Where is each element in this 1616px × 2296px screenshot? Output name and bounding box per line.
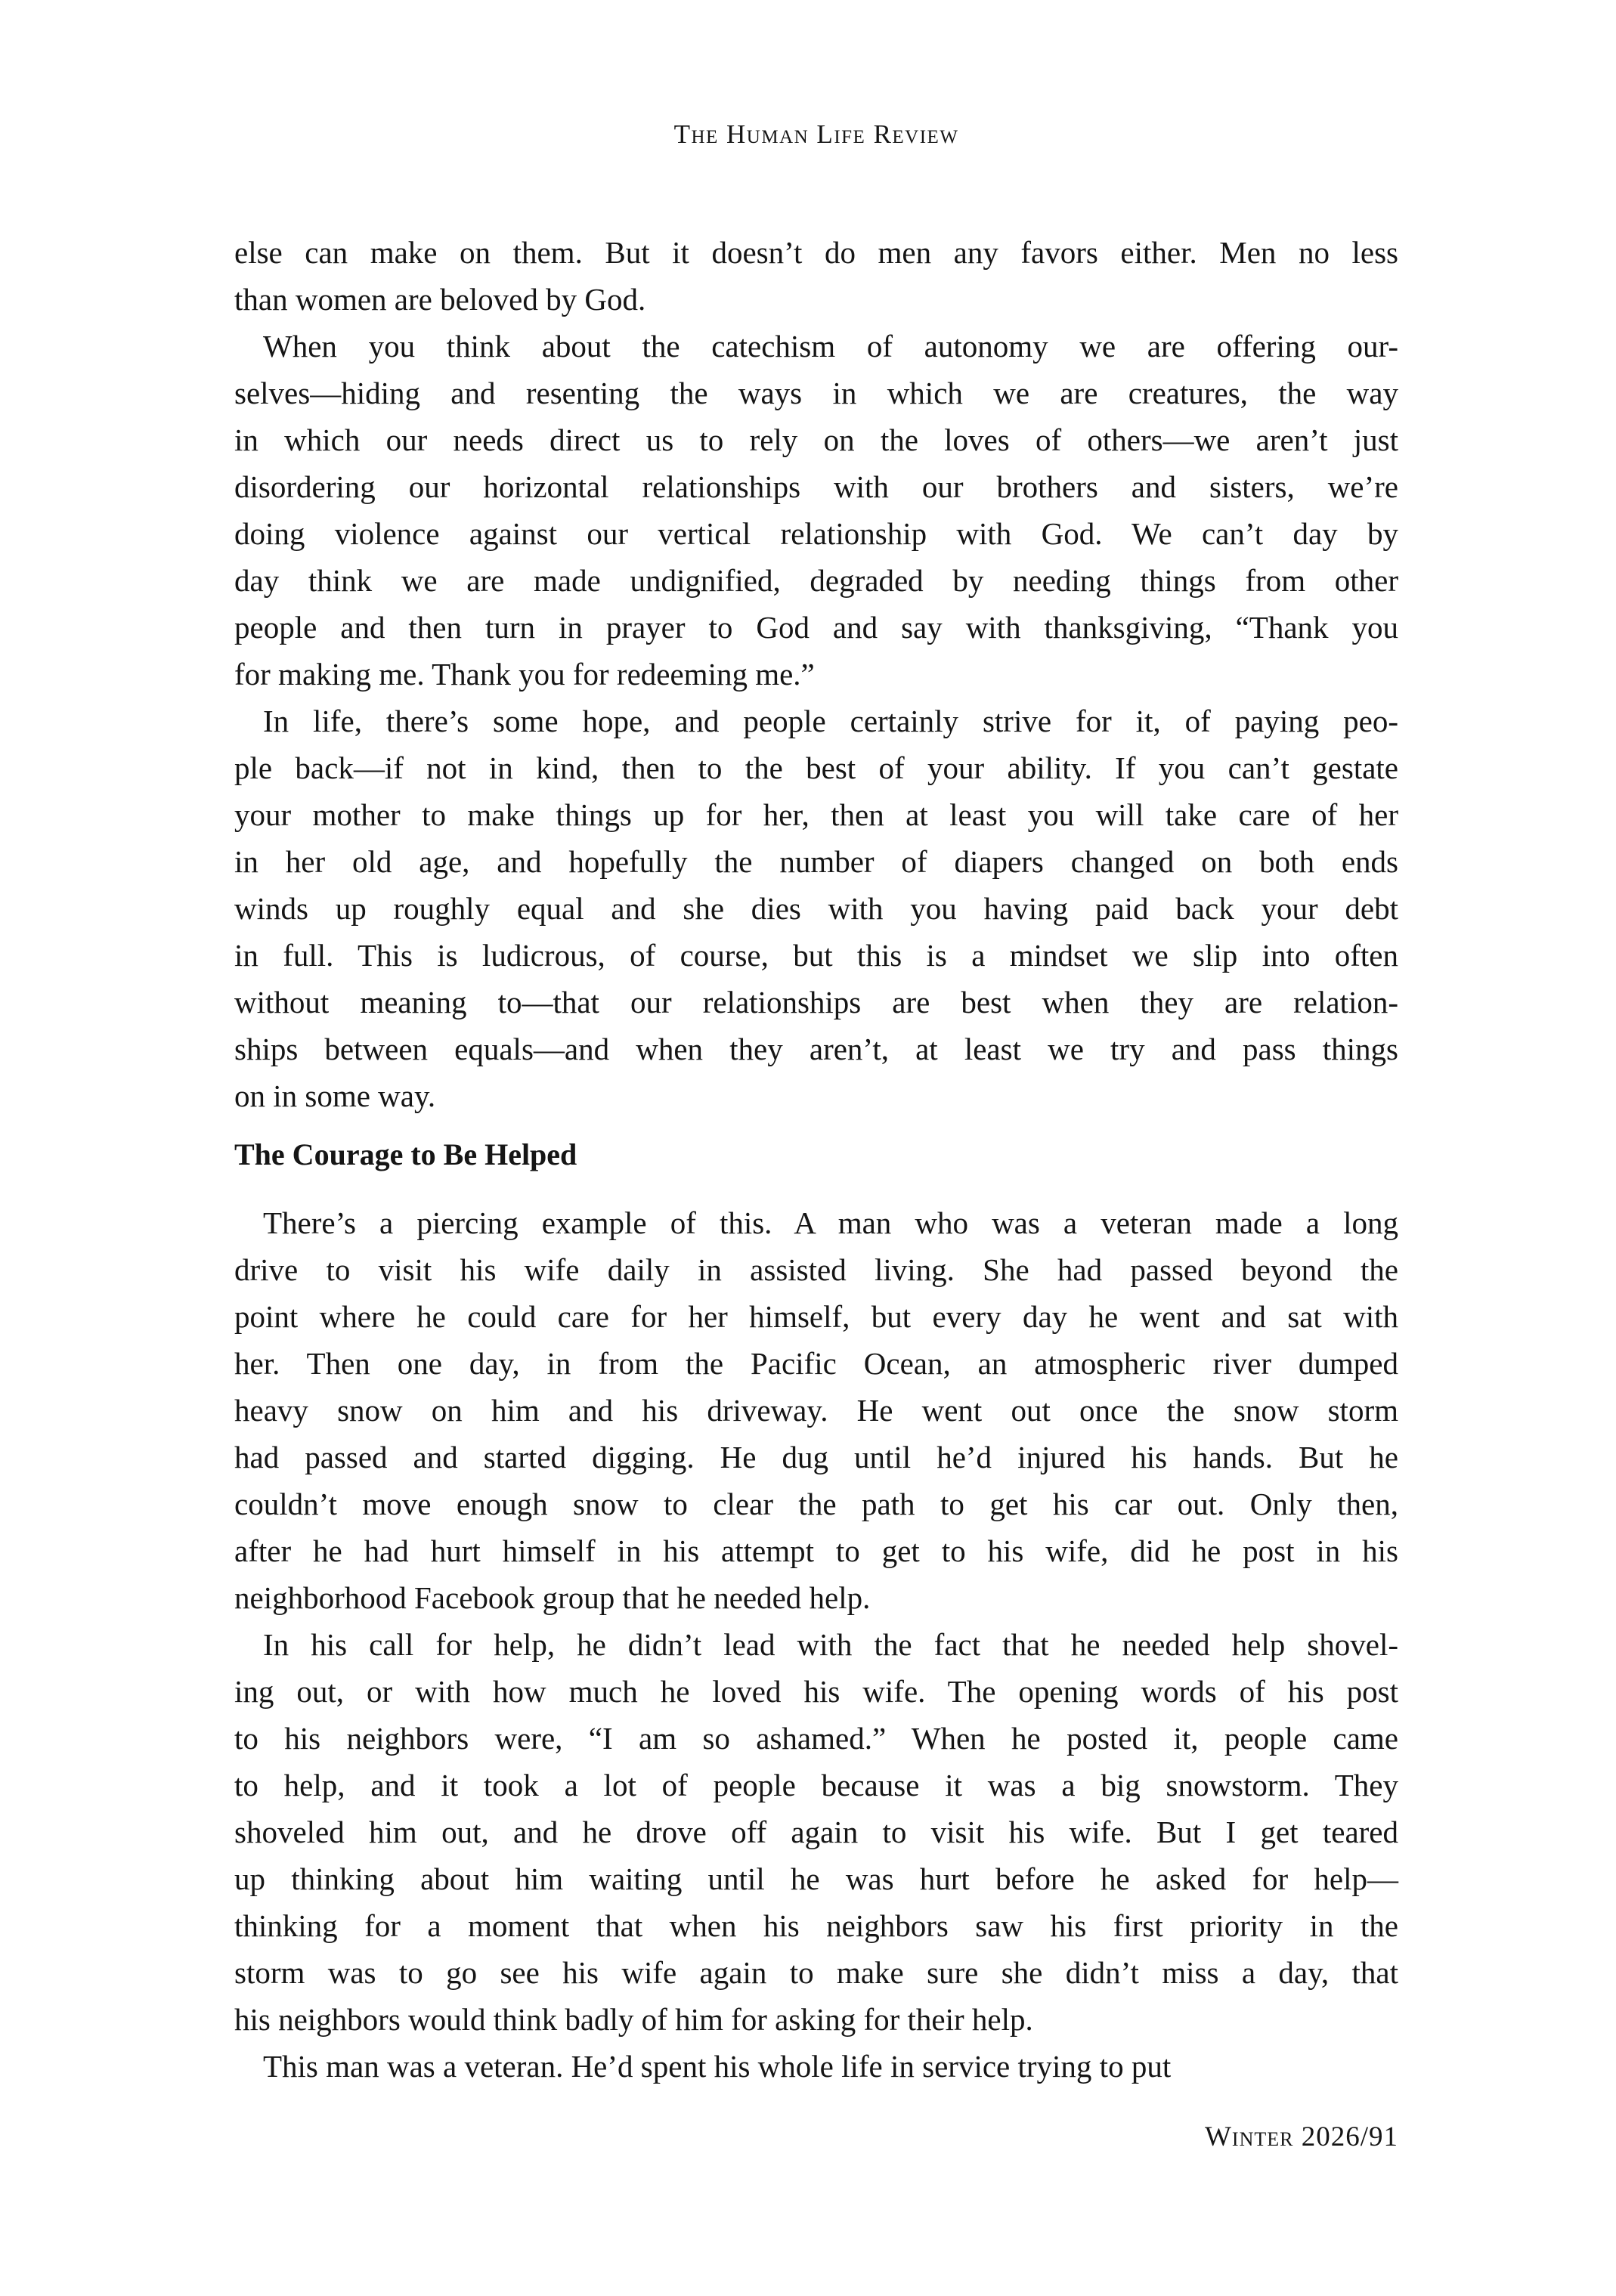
- text-line: after he had hurt himself in his attempt to get to his wife, did he post in his: [234, 1533, 1398, 1568]
- running-footer: Winter 2026/91: [1205, 2121, 1398, 2152]
- text-line: your mother to make things up for her, then at least you will take care of her: [234, 797, 1398, 832]
- text-line: up thinking about him waiting until he was hurt before he asked for help—: [234, 1861, 1398, 1896]
- text-line: else can make on them. But it doesn’t do men any favors either. Men no less: [234, 235, 1398, 270]
- text-line: This man was a veteran. He’d spent his whole life in service trying to put: [263, 2049, 1172, 2084]
- text-line: point where he could care for her himself, but every day he went and sat with: [234, 1299, 1398, 1334]
- text-line: neighborhood Facebook group that he needed help.: [234, 1580, 871, 1615]
- text-line: people and then turn in prayer to God and say with thanksgiving, “Thank you: [234, 610, 1398, 645]
- text-line: than women are beloved by God.: [234, 282, 646, 317]
- text-line: to his neighbors were, “I am so ashamed.” When he posted it, people came: [234, 1721, 1398, 1756]
- text-line: for making me. Thank you for redeeming me.”: [234, 657, 815, 692]
- text-line: disordering our horizontal relationships with our brothers and sisters, we’re: [234, 469, 1398, 504]
- text-line: ships between equals—and when they aren’t, at least we try and pass things: [234, 1032, 1398, 1066]
- text-line: In life, there’s some hope, and people certainly strive for it, of paying peo-: [263, 704, 1398, 738]
- text-line: In his call for help, he didn’t lead with the fact that he needed help shovel-: [263, 1627, 1398, 1662]
- text-line: winds up roughly equal and she dies with you having paid back your debt: [234, 891, 1398, 926]
- text-line: in which our needs direct us to rely on the loves of others—we aren’t just: [234, 422, 1398, 457]
- text-line: in full. This is ludicrous, of course, but this is a mindset we slip into often: [234, 938, 1398, 973]
- text-line: thinking for a moment that when his neighbors saw his first priority in the: [234, 1908, 1398, 1943]
- text-line: ple back—if not in kind, then to the best of your ability. If you can’t gestate: [234, 750, 1398, 785]
- running-header: The Human Life Review: [673, 119, 959, 149]
- text-line: storm was to go see his wife again to make sure she didn’t miss a day, that: [234, 1955, 1398, 1990]
- body-text: [234, 229, 1398, 2090]
- text-line: in her old age, and hopefully the number of diapers changed on both ends: [234, 844, 1398, 879]
- text-line: drive to visit his wife daily in assisted living. She had passed beyond the: [234, 1252, 1398, 1287]
- text-line: had passed and started digging. He dug until he’d injured his hands. But he: [234, 1440, 1398, 1474]
- text-line: without meaning to—that our relationships are best when they are relation-: [234, 985, 1398, 1020]
- text-line: to help, and it took a lot of people because it was a big snowstorm. They: [234, 1768, 1398, 1802]
- text-line: heavy snow on him and his driveway. He went out once the snow storm: [234, 1393, 1398, 1428]
- section-heading: The Courage to Be Helped: [234, 1137, 577, 1171]
- text-line: her. Then one day, in from the Pacific Ocean, an atmospheric river dumped: [234, 1346, 1398, 1381]
- text-line: shoveled him out, and he drove off again to visit his wife. But I get teared: [234, 1815, 1398, 1849]
- text-line: selves—hiding and resenting the ways in which we are creatures, the way: [234, 376, 1398, 410]
- text-line: on in some way.: [234, 1078, 436, 1113]
- text-line: There’s a piercing example of this. A man who was a veteran made a long: [263, 1205, 1398, 1240]
- text-line: doing violence against our vertical relationship with God. We can’t day by: [234, 516, 1398, 551]
- text-line: When you think about the catechism of autonomy we are offering our-: [263, 329, 1398, 364]
- text-line: day think we are made undignified, degraded by needing things from other: [234, 563, 1398, 598]
- text-line: ing out, or with how much he loved his wife. The opening words of his post: [234, 1674, 1398, 1709]
- text-line: his neighbors would think badly of him for asking for their help.: [234, 2002, 1033, 2037]
- text-line: couldn’t move enough snow to clear the path to get his car out. Only then,: [234, 1487, 1398, 1521]
